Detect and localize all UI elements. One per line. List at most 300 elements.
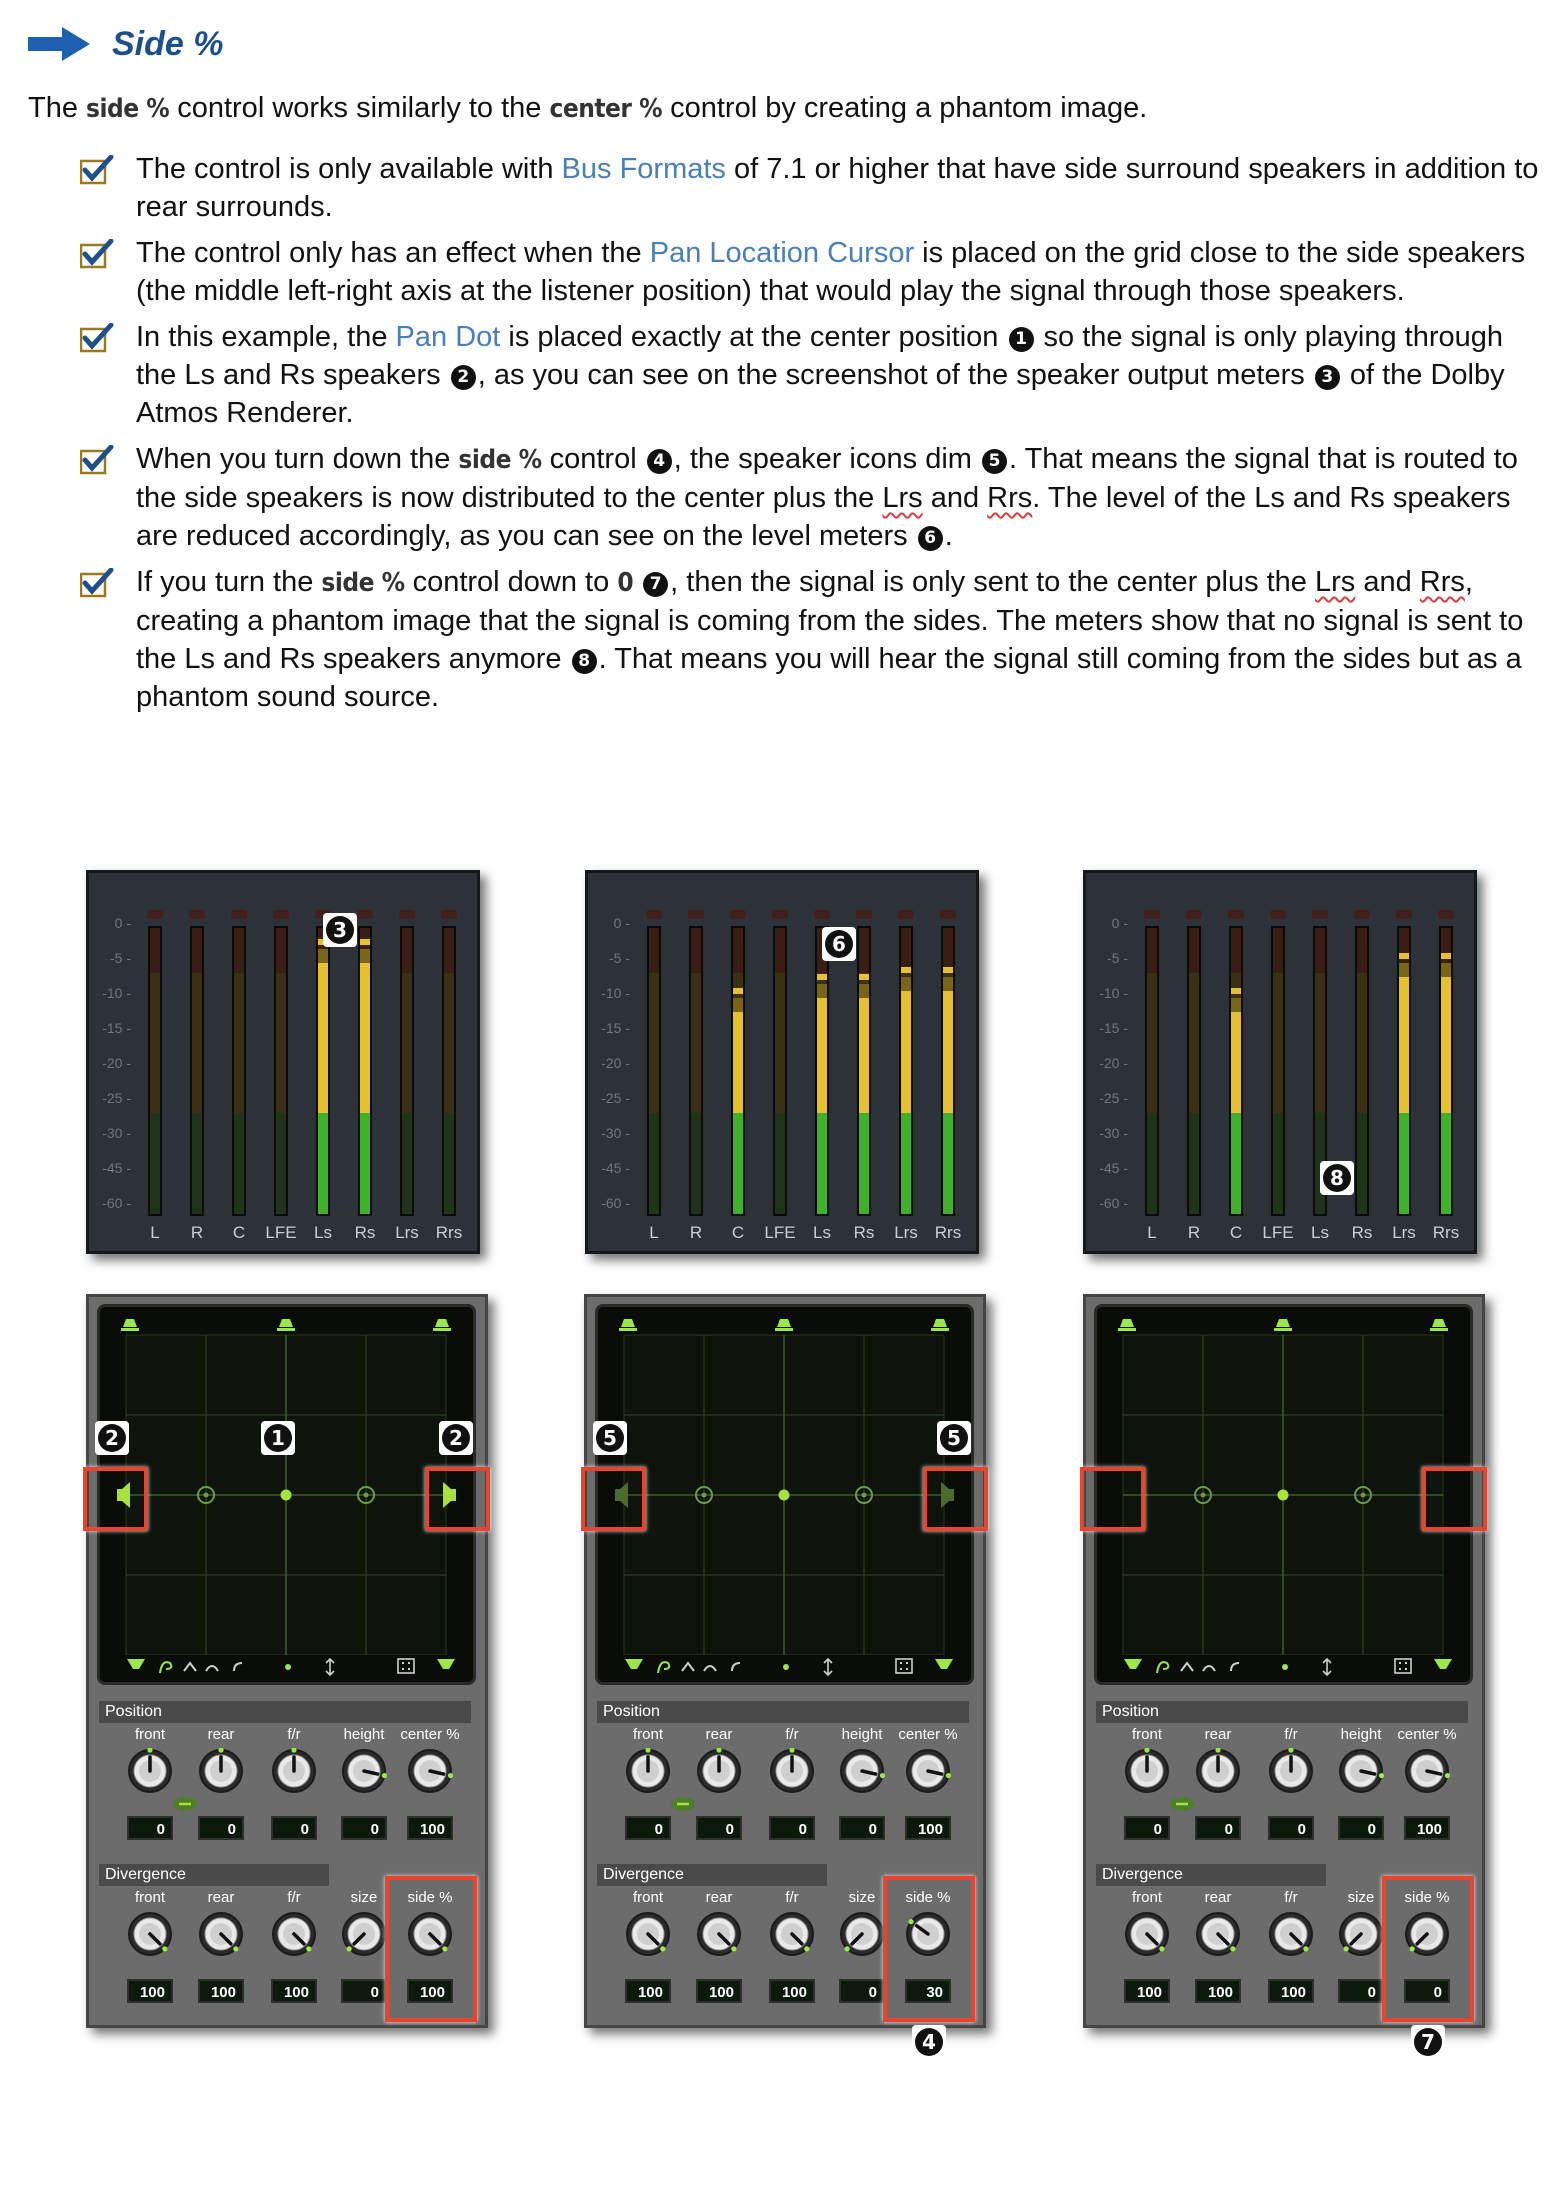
value-display[interactable]: 0 (198, 1816, 244, 1840)
keyword: side % (458, 445, 542, 475)
speaker-icon (777, 1319, 791, 1327)
speaker-icon (279, 1319, 293, 1327)
callout-marker: 8 (572, 649, 597, 674)
callout-marker: 2 (95, 1421, 129, 1455)
knob-label: rear (207, 1889, 235, 1906)
knob-label: size (848, 1889, 876, 1906)
channel-label: R (1187, 1223, 1201, 1242)
meter-scale-label: -20 - (102, 1055, 131, 1071)
rotary-knob[interactable] (1268, 1748, 1314, 1794)
spellcheck-word: Rrs (987, 482, 1033, 514)
rotary-knob[interactable] (198, 1911, 244, 1957)
rotary-knob[interactable] (1338, 1748, 1384, 1794)
value-display[interactable]: 100 (127, 1979, 173, 2003)
meter-zone-yellow (649, 973, 659, 1113)
speaker-icon (277, 1328, 295, 1331)
value-display[interactable]: 0 (625, 1816, 671, 1840)
pan-grid-display[interactable] (1094, 1304, 1473, 1685)
rotary-knob[interactable] (127, 1748, 173, 1794)
value-display[interactable]: 0 (1268, 1816, 1314, 1840)
pan-dot (779, 1490, 790, 1501)
knob-label: f/r (785, 1726, 799, 1743)
meter-scale-label: -30 - (601, 1125, 630, 1141)
meter-channel-rrs (941, 910, 955, 1228)
spellcheck-word: Lrs (882, 482, 923, 514)
clip-indicator (772, 910, 788, 919)
level-meter-bar (815, 926, 829, 1216)
callout-marker: 1 (1009, 327, 1034, 352)
value-display[interactable]: 0 (1338, 1816, 1384, 1840)
speaker-output-meter-panel (86, 870, 480, 1254)
pan-grid[interactable] (100, 1307, 473, 1682)
value-display[interactable]: 100 (1195, 1979, 1241, 2003)
speaker-icon (123, 1319, 137, 1327)
point-mode-icon (1282, 1664, 1288, 1670)
bullet-item: When you turn down the side % control 4 , the speaker icons dim 5 . That means the signal that is routed to the side speakers is now distributed to the center plus the Lrs and Rrs. The level of the Ls and Rs speakers are reduced accordingly, as you can see on the level meters 6 . (80, 440, 1540, 555)
clip-indicator (441, 910, 457, 919)
value-display[interactable]: 100 (696, 1979, 742, 2003)
callout-marker: 3 (323, 913, 357, 947)
speaker-icon (1432, 1319, 1446, 1327)
meter-zone-yellow (150, 973, 160, 1113)
value-display[interactable]: 100 (1268, 1979, 1314, 2003)
value-display[interactable]: 100 (271, 1979, 317, 2003)
divergence-section-header: Divergence (1096, 1864, 1326, 1886)
knob-label: side % (1404, 1889, 1450, 1906)
channel-label: Ls (1311, 1223, 1329, 1242)
meter-zone-green (1273, 1113, 1283, 1216)
level-fill-yellow (901, 991, 911, 1113)
channel-label: Lrs (1392, 1223, 1416, 1242)
knob-label: center % (400, 1726, 460, 1743)
bullet-item: The control is only available with Bus Formats of 7.1 or higher that have side surround speakers in addition to rear surrounds. (80, 150, 1540, 226)
channel-label: L (649, 1223, 659, 1242)
meter-zone-yellow (1189, 973, 1199, 1113)
channel-label: Rs (354, 1223, 376, 1242)
clip-indicator (856, 910, 872, 919)
meter-scale-label: 0 - (613, 915, 630, 931)
meter-channel-c (731, 910, 745, 1228)
surround-panner-panel (584, 1294, 986, 2054)
knob-label: rear (705, 1726, 733, 1743)
level-fill-yellow (1441, 977, 1451, 1113)
bullet-item: The control only has an effect when the Pan Location Cursor is placed on the grid close to the side speakers (the middle left-right axis at the listener position) that would play the signal through those speakers. (80, 234, 1540, 310)
level-meter-bar (899, 926, 913, 1216)
link-toggle-icon[interactable] (670, 1796, 696, 1812)
rotary-knob[interactable] (696, 1748, 742, 1794)
value-display[interactable]: 100 (1404, 1816, 1450, 1840)
meter-channel-l (148, 910, 162, 1228)
meter-scale-label: -15 - (102, 1020, 131, 1036)
knob-label: height (1340, 1726, 1382, 1743)
meter-zone-green (1189, 1113, 1199, 1216)
level-meter-bar (1145, 926, 1159, 1216)
clip-indicator (1312, 910, 1328, 919)
value-display[interactable]: 100 (1124, 1979, 1170, 2003)
speaker-icon (775, 1328, 793, 1331)
value-display[interactable]: 100 (407, 1816, 453, 1840)
speaker-icon (933, 1319, 947, 1327)
knob-label: front (134, 1889, 165, 1906)
meter-zone-red (649, 928, 659, 973)
value-display[interactable]: 30 (905, 1979, 951, 2003)
clip-indicator (1270, 910, 1286, 919)
meter-zone-red (859, 928, 869, 973)
peak-hold (943, 967, 953, 973)
callout-marker: 1 (261, 1421, 295, 1455)
rotary-knob[interactable] (127, 1911, 173, 1957)
rotary-knob[interactable] (271, 1748, 317, 1794)
speaker-output-meter-panel (1083, 870, 1477, 1254)
level-meter-bar (1229, 926, 1243, 1216)
meter-scale-label: -25 - (1099, 1090, 1128, 1106)
channel-label: Lrs (395, 1223, 419, 1242)
meter-channel-lfe (274, 910, 288, 1228)
channel-label: Rs (853, 1223, 875, 1242)
level-meter-bar (857, 926, 871, 1216)
level-fill-yellow (318, 963, 328, 1113)
value-display[interactable]: 0 (1195, 1816, 1241, 1840)
meter-zone-green (649, 1113, 659, 1216)
rotary-knob[interactable] (1195, 1748, 1241, 1794)
channel-label: Rrs (1432, 1223, 1460, 1242)
spellcheck-word: Rrs (1419, 566, 1465, 598)
point-mode-icon (783, 1664, 789, 1670)
meter-zone-green (234, 1113, 244, 1216)
value-display[interactable]: 0 (127, 1816, 173, 1840)
meter-zone-green (276, 1113, 286, 1216)
bullet-list (80, 150, 1540, 724)
knob-label: side % (905, 1889, 951, 1906)
meter-zone-green (775, 1113, 785, 1216)
callout-marker: 2 (451, 365, 476, 390)
meter-zone-yellow (192, 973, 202, 1113)
speaker-icon (1276, 1319, 1290, 1327)
rotary-knob[interactable] (1268, 1911, 1314, 1957)
level-fill-yellow (1231, 1012, 1241, 1113)
level-fill-yellow (817, 998, 827, 1113)
meter-scale-label: -30 - (102, 1125, 131, 1141)
meter-scale-label: -10 - (601, 985, 630, 1001)
clip-indicator (1438, 910, 1454, 919)
speaker-icon (619, 1328, 637, 1331)
peak-hold (1231, 988, 1241, 994)
section-title: Side % (112, 24, 224, 63)
rotary-knob[interactable] (769, 1911, 815, 1957)
meter-scale-label: -20 - (1099, 1055, 1128, 1071)
peak-hold (1441, 953, 1451, 959)
clip-indicator (688, 910, 704, 919)
meter-channel-c (232, 910, 246, 1228)
value-display[interactable]: 100 (625, 1979, 671, 2003)
rotary-knob[interactable] (905, 1748, 951, 1794)
meter-scale-label: -15 - (1099, 1020, 1128, 1036)
speaker-icon (621, 1319, 635, 1327)
level-fill-green (318, 1113, 328, 1216)
highlight-left-speaker (1080, 1467, 1145, 1531)
meter-channel-l (647, 910, 661, 1228)
clip-indicator (814, 910, 830, 919)
pan-grid[interactable] (598, 1307, 971, 1682)
target-icon (862, 1493, 867, 1498)
level-meter-bar (190, 926, 204, 1216)
section-heading (28, 20, 223, 68)
channel-label: Rrs (435, 1223, 463, 1242)
channel-label: LFE (764, 1223, 796, 1242)
meter-scale-label: -10 - (1099, 985, 1128, 1001)
meter-channel-lrs (899, 910, 913, 1228)
link-pan-location-cursor[interactable]: Pan Location Cursor (649, 237, 915, 269)
clip-indicator (189, 910, 205, 919)
target-icon (1361, 1493, 1366, 1498)
highlight-side-percent (883, 1876, 975, 2022)
arrow-right-icon (28, 27, 90, 61)
meter-scale-label: -60 - (1099, 1195, 1128, 1211)
channel-label: R (689, 1223, 703, 1242)
knob-label: height (343, 1726, 385, 1743)
link-toggle-icon[interactable] (172, 1796, 198, 1812)
callout-marker: 8 (1320, 1161, 1354, 1195)
meter-zone-red (1315, 928, 1325, 973)
meter-zone-red (775, 928, 785, 973)
rotary-knob[interactable] (407, 1748, 453, 1794)
rotary-knob[interactable] (1338, 1911, 1384, 1957)
rotary-knob[interactable] (696, 1911, 742, 1957)
rotary-knob[interactable] (839, 1748, 885, 1794)
meter-scale-label: -10 - (102, 985, 131, 1001)
level-meter-bar (274, 926, 288, 1216)
value-display[interactable]: 0 (1338, 1979, 1384, 2003)
clip-indicator (1228, 910, 1244, 919)
keyword: side % (86, 94, 170, 124)
rotary-knob[interactable] (839, 1911, 885, 1957)
meter-scale-label: 0 - (114, 915, 131, 931)
channel-label: LFE (265, 1223, 297, 1242)
level-fill-dark (1441, 963, 1451, 977)
level-fill-green (1231, 1113, 1241, 1216)
checkbox-checked-icon (80, 568, 114, 598)
level-meter-bar (1271, 926, 1285, 1216)
meter-scale-label: -20 - (601, 1055, 630, 1071)
value-display[interactable]: 0 (341, 1979, 387, 2003)
knob-label: size (1347, 1889, 1375, 1906)
channel-label: R (190, 1223, 204, 1242)
level-meter-bar (773, 926, 787, 1216)
checkbox-checked-icon (80, 155, 114, 185)
position-section-header: Position (99, 1701, 471, 1723)
meter-zone-green (444, 1113, 454, 1216)
meter-zone-red (733, 928, 743, 973)
level-fill-dark (859, 984, 869, 998)
highlight-right-speaker (1422, 1467, 1487, 1531)
highlight-left-speaker (581, 1467, 646, 1531)
meter-channel-rs (857, 910, 871, 1228)
pan-grid-display[interactable] (595, 1304, 974, 1685)
level-meter-bar (647, 926, 661, 1216)
clip-indicator (357, 910, 373, 919)
channel-label: L (150, 1223, 160, 1242)
link-toggle-icon[interactable] (1169, 1796, 1195, 1812)
link-pan-dot[interactable]: Pan Dot (395, 321, 501, 353)
level-fill-yellow (859, 998, 869, 1113)
value-display[interactable]: 100 (407, 1979, 453, 2003)
meter-channel-l (1145, 910, 1159, 1228)
checkbox-checked-icon (80, 445, 114, 475)
clip-indicator (273, 910, 289, 919)
level-fill-yellow (943, 991, 953, 1113)
channel-label: LFE (1262, 1223, 1294, 1242)
knob-label: rear (1204, 1889, 1232, 1906)
pan-grid[interactable] (1097, 1307, 1470, 1682)
checkbox-checked-icon (80, 323, 114, 353)
level-fill-dark (817, 984, 827, 998)
channel-label: C (1229, 1223, 1243, 1242)
level-meter-bar (1397, 926, 1411, 1216)
speaker-icon (1430, 1328, 1448, 1331)
meter-zone-red (444, 928, 454, 973)
meter-scale-label: -25 - (102, 1090, 131, 1106)
clip-indicator (1186, 910, 1202, 919)
meter-scale-label: 0 - (1111, 915, 1128, 931)
meter-channel-rrs (442, 910, 456, 1228)
rotary-knob[interactable] (341, 1911, 387, 1957)
level-fill-dark (733, 998, 743, 1012)
level-meter-bar (358, 926, 372, 1216)
meter-scale-label: -15 - (601, 1020, 630, 1036)
channel-label: C (232, 1223, 246, 1242)
meter-zone-yellow (444, 973, 454, 1113)
knob-label: f/r (287, 1889, 301, 1906)
meter-zone-red (234, 928, 244, 973)
knob-label: rear (705, 1889, 733, 1906)
level-meter-bar (1355, 926, 1369, 1216)
bullet-item: In this example, the Pan Dot is placed exactly at the center position 1 so the signal is only playing through the Ls and Rs speakers 2 , as you can see on the screenshot of the speaker output meters 3 of the Dolby Atmos Renderer. (80, 318, 1540, 432)
rotary-knob[interactable] (769, 1748, 815, 1794)
knob-label: f/r (785, 1889, 799, 1906)
meter-scale-label: -5 - (1107, 950, 1128, 966)
level-meter-bar (941, 926, 955, 1216)
speaker-icon (121, 1328, 139, 1331)
surround-panner-panel (86, 1294, 488, 2028)
meter-zone-red (150, 928, 160, 973)
value-display[interactable]: 0 (341, 1816, 387, 1840)
value-display[interactable]: 0 (839, 1816, 885, 1840)
knob-label: rear (1204, 1726, 1232, 1743)
level-meter-bar (731, 926, 745, 1216)
surround-panner-panel (1083, 1294, 1485, 2054)
rotary-knob[interactable] (341, 1748, 387, 1794)
link-bus-formats[interactable]: Bus Formats (561, 153, 726, 185)
rotary-knob[interactable] (625, 1748, 671, 1794)
level-fill-yellow (733, 1012, 743, 1113)
rotary-knob[interactable] (1124, 1748, 1170, 1794)
value-display[interactable]: 0 (696, 1816, 742, 1840)
level-fill-dark (1231, 998, 1241, 1012)
meter-zone-yellow (1315, 973, 1325, 1113)
meter-channel-r (1187, 910, 1201, 1228)
callout-marker: 6 (918, 526, 943, 551)
meter-channel-rs (1355, 910, 1369, 1228)
value-display[interactable]: 100 (905, 1816, 951, 1840)
rotary-knob[interactable] (625, 1911, 671, 1957)
level-fill-dark (943, 977, 953, 991)
meter-zone-green (691, 1113, 701, 1216)
level-meter-bar (442, 926, 456, 1216)
value-display[interactable]: 100 (769, 1979, 815, 2003)
highlight-right-speaker (923, 1467, 988, 1531)
callout-marker: 3 (1315, 365, 1340, 390)
value-display[interactable]: 0 (271, 1816, 317, 1840)
meter-channel-rrs (1439, 910, 1453, 1228)
level-fill-green (817, 1113, 827, 1216)
meter-zone-yellow (1357, 973, 1367, 1113)
rotary-knob[interactable] (198, 1748, 244, 1794)
meter-zone-yellow (234, 973, 244, 1113)
meter-zone-green (1357, 1113, 1367, 1216)
pan-dot (281, 1490, 292, 1501)
value-display[interactable]: 0 (839, 1979, 885, 2003)
peak-hold (859, 974, 869, 980)
meter-channel-r (190, 910, 204, 1228)
meter-zone-green (1147, 1113, 1157, 1216)
target-icon (1201, 1493, 1206, 1498)
meter-zone-red (1231, 928, 1241, 973)
rotary-knob[interactable] (1404, 1748, 1450, 1794)
rotary-knob[interactable] (271, 1911, 317, 1957)
knob-label: front (1131, 1889, 1162, 1906)
level-meter-bar (400, 926, 414, 1216)
meter-zone-green (192, 1113, 202, 1216)
level-fill-dark (1399, 963, 1409, 977)
level-fill-green (859, 1113, 869, 1216)
knob-label: rear (207, 1726, 235, 1743)
meter-zone-red (276, 928, 286, 973)
position-section-header: Position (1096, 1701, 1468, 1723)
pan-grid-display[interactable] (97, 1304, 476, 1685)
level-fill-yellow (360, 963, 370, 1113)
clip-indicator (940, 910, 956, 919)
callout-marker: 4 (912, 2025, 946, 2059)
level-meter-bar (148, 926, 162, 1216)
value-display[interactable]: 100 (198, 1979, 244, 2003)
highlight-side-percent (1382, 1876, 1474, 2022)
level-meter-bar (1187, 926, 1201, 1216)
meter-zone-red (691, 928, 701, 973)
peak-hold (1399, 953, 1409, 959)
meter-channel-lfe (1271, 910, 1285, 1228)
clip-indicator (147, 910, 163, 919)
speaker-output-meter-panel (585, 870, 979, 1254)
peak-hold (360, 939, 370, 945)
rotary-knob[interactable] (1124, 1911, 1170, 1957)
value-display[interactable]: 0 (1404, 1979, 1450, 2003)
clip-indicator (1396, 910, 1412, 919)
value-display[interactable]: 0 (1124, 1816, 1170, 1840)
speaker-icon (1118, 1328, 1136, 1331)
value-display[interactable]: 0 (769, 1816, 815, 1840)
level-fill-green (1441, 1113, 1451, 1216)
meter-channel-c (1229, 910, 1243, 1228)
callout-marker: 7 (1411, 2025, 1445, 2059)
channel-label: Rs (1351, 1223, 1373, 1242)
meter-zone-yellow (691, 973, 701, 1113)
level-fill-green (360, 1113, 370, 1216)
rotary-knob[interactable] (1195, 1911, 1241, 1957)
callout-marker: 4 (647, 449, 672, 474)
meter-scale-label: -45 - (102, 1160, 131, 1176)
position-section-header: Position (597, 1701, 969, 1723)
channel-label: Ls (314, 1223, 332, 1242)
